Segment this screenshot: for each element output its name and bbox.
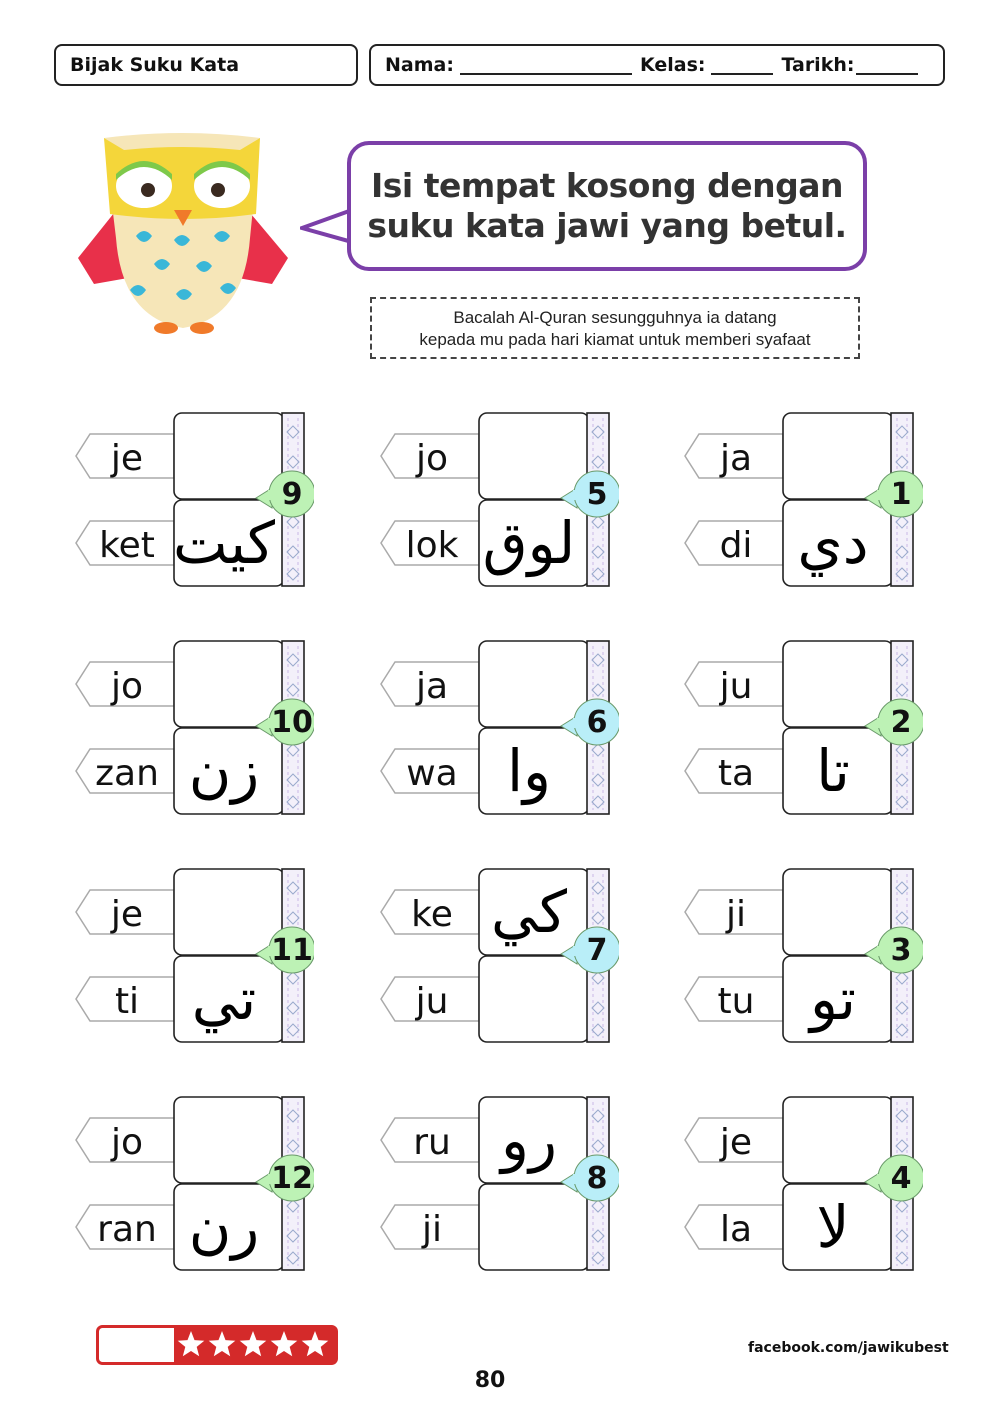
quran-verse-box <box>370 297 860 359</box>
jawi-top-answer[interactable] <box>170 870 278 954</box>
jawi-bottom-answer[interactable]: تا <box>816 737 850 805</box>
syllable-top-roman: ja <box>415 666 449 707</box>
syllable-top-roman: ru <box>413 1122 451 1163</box>
syllable-top-roman: je <box>110 894 144 935</box>
syllable-card <box>70 868 313 1044</box>
nama-field[interactable] <box>460 55 632 75</box>
jawi-bottom-answer[interactable]: تو <box>809 965 857 1033</box>
card-number: 11 <box>271 933 313 968</box>
worksheet-title: Bijak Suku Kata <box>70 54 240 76</box>
syllable-card <box>375 412 615 588</box>
card-number: 10 <box>271 705 313 740</box>
verse-line-1: Bacalah Al-Quran sesungguhnya ia datang <box>453 308 777 327</box>
jawi-bottom-answer[interactable]: لوق <box>482 509 576 577</box>
syllable-bottom-roman: la <box>719 1209 753 1250</box>
instruction-line-1: Isi tempat kosong dengan <box>371 166 843 205</box>
jawi-bottom-answer[interactable]: لا <box>816 1193 850 1261</box>
syllable-top-roman: jo <box>415 438 449 479</box>
card-number: 4 <box>890 1161 912 1196</box>
syllable-top-roman: ke <box>411 894 453 935</box>
nama-label: Nama: <box>385 54 454 76</box>
syllable-top-roman: jo <box>110 1122 144 1163</box>
facebook-link[interactable]: facebook.com/jawikubest <box>748 1340 949 1356</box>
jawi-top-answer[interactable]: رو <box>500 1106 558 1174</box>
jawi-bottom-answer[interactable]: دي <box>797 509 869 577</box>
kelas-label: Kelas: <box>639 54 706 76</box>
card-number: 6 <box>586 705 608 740</box>
card-number: 5 <box>586 477 608 512</box>
syllable-card <box>375 640 615 816</box>
syllable-card <box>679 412 919 588</box>
syllable-card <box>70 1096 313 1272</box>
instruction-line-2: suku kata jawi yang betul. <box>367 206 847 245</box>
card-number: 9 <box>281 477 303 512</box>
syllable-card <box>679 868 919 1044</box>
jawi-bottom-answer[interactable]: زن <box>188 737 260 805</box>
syllable-card <box>679 640 919 816</box>
star-rating <box>96 1325 338 1365</box>
jawi-top-answer[interactable] <box>779 642 887 726</box>
worksheet-title-box <box>54 44 358 86</box>
jawi-top-answer[interactable] <box>475 414 583 498</box>
jawi-bottom-answer[interactable]: رن <box>188 1193 260 1261</box>
instruction-bubble <box>347 141 867 271</box>
student-info-box <box>369 44 945 86</box>
syllable-card <box>70 412 310 588</box>
jawi-top-answer[interactable] <box>170 1098 278 1182</box>
syllable-card <box>679 1096 919 1272</box>
card-number: 12 <box>271 1161 313 1196</box>
verse-line-2: kepada mu pada hari kiamat untuk memberi syafaat <box>419 330 811 349</box>
card-number: 8 <box>586 1161 608 1196</box>
page-number: 80 <box>474 1368 506 1393</box>
syllable-top-roman: jo <box>110 666 144 707</box>
jawi-top-answer[interactable] <box>475 642 583 726</box>
syllable-bottom-roman: zan <box>95 753 159 794</box>
syllable-bottom-roman: ji <box>421 1209 442 1250</box>
syllable-bottom-roman: di <box>719 525 753 566</box>
jawi-top-answer[interactable] <box>170 414 278 498</box>
jawi-top-answer[interactable] <box>779 414 887 498</box>
syllable-bottom-roman: ju <box>415 981 449 1022</box>
syllable-card <box>375 1096 615 1272</box>
jawi-top-answer[interactable] <box>170 642 278 726</box>
syllable-bottom-roman: ti <box>114 981 140 1022</box>
speech-bubble-tail <box>300 206 352 246</box>
syllable-bottom-roman: lok <box>405 525 459 566</box>
jawi-bottom-answer[interactable]: تي <box>191 965 257 1033</box>
syllable-top-roman: ja <box>719 438 753 479</box>
card-number: 7 <box>586 933 608 968</box>
tarikh-field[interactable] <box>856 55 918 75</box>
syllable-top-roman: ju <box>719 666 753 707</box>
syllable-top-roman: je <box>110 438 144 479</box>
syllable-bottom-roman: ran <box>97 1209 157 1250</box>
card-number: 3 <box>890 933 912 968</box>
jawi-top-answer[interactable] <box>779 870 887 954</box>
jawi-top-answer[interactable]: كي <box>491 878 567 946</box>
tarikh-label: Tarikh: <box>781 54 855 76</box>
card-number: 2 <box>890 705 912 740</box>
jawi-top-answer[interactable] <box>779 1098 887 1182</box>
syllable-bottom-roman: ta <box>717 753 755 794</box>
syllable-card <box>375 868 615 1044</box>
jawi-bottom-answer[interactable]: وا <box>506 737 552 805</box>
jawi-bottom-answer[interactable] <box>475 957 583 1041</box>
syllable-top-roman: ji <box>725 894 746 935</box>
syllable-top-roman: je <box>719 1122 753 1163</box>
syllable-bottom-roman: tu <box>717 981 755 1022</box>
syllable-card <box>70 640 313 816</box>
jawi-bottom-answer[interactable]: كيت <box>172 509 276 577</box>
syllable-bottom-roman: ket <box>99 525 155 566</box>
syllable-bottom-roman: wa <box>406 753 458 794</box>
jawi-bottom-answer[interactable] <box>475 1185 583 1269</box>
card-number: 1 <box>890 477 912 512</box>
kelas-field[interactable] <box>711 55 773 75</box>
owl-icon <box>74 128 292 338</box>
